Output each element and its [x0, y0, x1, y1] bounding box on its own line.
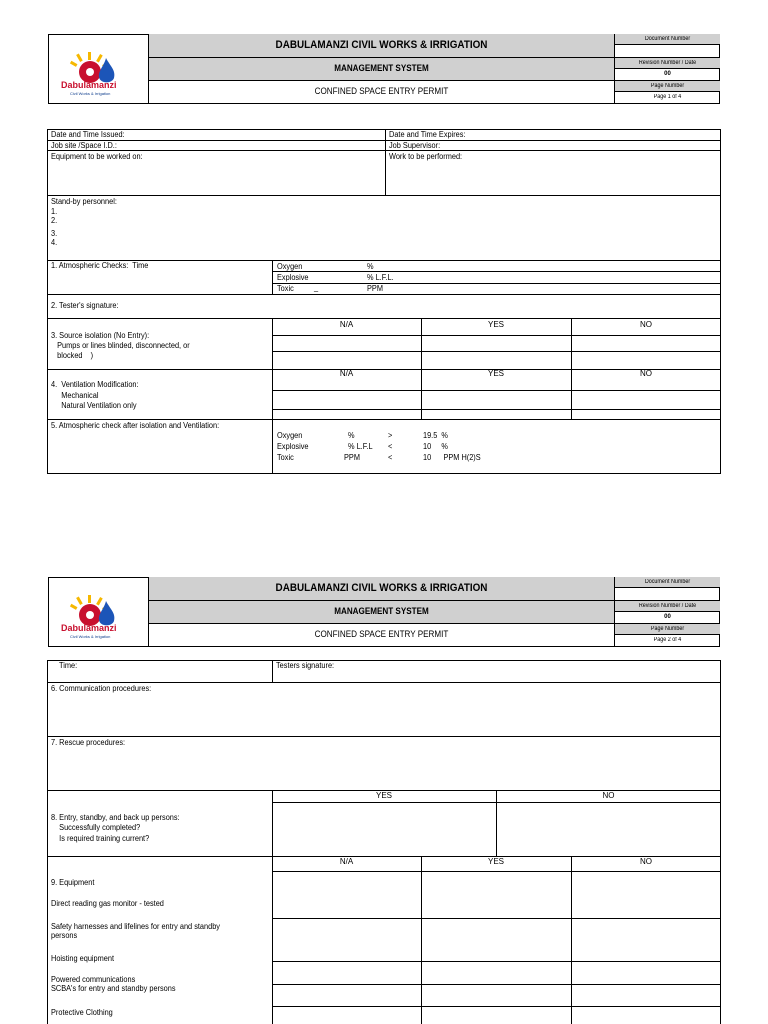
company-name-cell	[149, 34, 615, 58]
row-divider	[47, 195, 721, 196]
after-check-label: 5. Atmospheric check after isolation and Ventilation:	[51, 421, 220, 430]
toxic-label: Toxic	[277, 284, 294, 293]
equipment-item: Protective Clothing	[51, 1008, 113, 1017]
row-divider	[272, 918, 721, 919]
logo-name: Dabulamanzi	[61, 80, 117, 90]
col-divider	[272, 856, 273, 1024]
row-divider	[272, 871, 721, 872]
yes-header: YES	[375, 791, 392, 800]
after-toxic-unit: PPM	[344, 453, 360, 462]
ventilation-line: 4. Ventilation Modification:	[51, 380, 139, 389]
oxygen-label: Oxygen	[277, 262, 303, 271]
after-oxygen-unit: %	[348, 431, 355, 440]
na-header: N/A	[339, 320, 354, 329]
testers-signature-label: Testers signature:	[276, 661, 335, 670]
logo-tagline: Civil Works & Irrigation	[70, 91, 111, 96]
col-divider	[272, 660, 273, 682]
doc-number-label-cell	[615, 34, 720, 45]
row-divider	[272, 283, 721, 284]
after-toxic-limit: 10 PPM H(2)S	[423, 453, 481, 462]
revision-value-cell	[615, 612, 720, 624]
rescue-label: 7. Rescue procedures:	[51, 738, 126, 747]
date-issued-label: Date and Time Issued:	[51, 130, 125, 139]
na-header: N/A	[339, 857, 354, 866]
yes-header: YES	[487, 369, 504, 378]
row-divider	[47, 419, 721, 420]
page-number-value-cell	[615, 92, 720, 104]
source-isolation-line: Pumps or lines blinded, disconnected, or	[51, 341, 190, 350]
after-explosive-unit: % L.F.L	[348, 442, 373, 451]
company-name: DABULAMANZI CIVIL WORKS & IRRIGATION	[275, 582, 488, 594]
after-oxygen-op: >	[388, 431, 393, 440]
no-header: NO	[640, 320, 652, 329]
communication-label: 6. Communication procedures:	[51, 684, 152, 693]
entry-standby-line: 8. Entry, standby, and back up persons:	[51, 813, 180, 822]
revision-label-cell	[615, 58, 720, 69]
row-divider	[272, 1006, 721, 1007]
no-header: NO	[640, 369, 652, 378]
permit-title-cell	[149, 81, 615, 104]
row-divider	[272, 271, 721, 272]
system-cell	[149, 58, 615, 81]
source-isolation-line: blocked )	[51, 351, 94, 360]
company-name: DABULAMANZI CIVIL WORKS & IRRIGATION	[275, 39, 488, 51]
entry-standby-line: Successfully completed?	[51, 823, 141, 832]
row-divider	[272, 961, 721, 962]
page-number-value: Page 1 of 4	[653, 94, 682, 100]
col-divider	[421, 856, 422, 1024]
equipment-heading: 9. Equipment	[51, 878, 95, 887]
standby-label: Stand-by personnel:	[51, 197, 117, 206]
atmos-checks-label: 1. Atmospheric Checks: Time	[51, 261, 149, 270]
row-divider	[47, 682, 721, 683]
logo-cell	[48, 577, 149, 647]
management-system-title: MANAGEMENT SYSTEM	[334, 63, 429, 73]
row-divider	[272, 984, 721, 985]
standby-item: 4.	[51, 238, 58, 247]
logo-name: Dabulamanzi	[61, 623, 117, 633]
revision-value: 00	[664, 71, 671, 77]
after-oxygen-limit: 19.5 %	[423, 431, 448, 440]
doc-number-value-cell	[615, 45, 720, 58]
row-divider	[47, 318, 721, 319]
time-label: Time:	[59, 661, 78, 670]
equipment-label: Equipment to be worked on:	[51, 152, 143, 161]
company-name-cell	[149, 577, 615, 601]
revision-label-cell	[615, 601, 720, 612]
yes-header: YES	[487, 857, 504, 866]
page-number-value: Page 2 of 4	[653, 637, 682, 643]
col-divider	[385, 129, 386, 195]
toxic-blank: _	[314, 283, 319, 292]
permit-title: CONFINED SPACE ENTRY PERMIT	[314, 86, 449, 96]
job-supervisor-label: Job Supervisor:	[389, 141, 441, 150]
source-isolation-line: 3. Source isolation (No Entry):	[51, 331, 150, 340]
doc-number-label: Document Number	[644, 36, 691, 42]
explosive-unit: % L.F.L.	[367, 273, 394, 282]
equipment-item: Hoisting equipment	[51, 954, 115, 963]
yes-header: YES	[487, 320, 504, 329]
row-divider	[272, 409, 721, 410]
no-header: NO	[602, 791, 615, 800]
row-divider	[47, 150, 721, 151]
entry-standby-line: Is required training current?	[51, 834, 150, 843]
explosive-label: Explosive	[277, 273, 309, 282]
tester-signature-label: 2. Tester's signature:	[51, 301, 119, 310]
after-toxic: Toxic	[277, 453, 294, 462]
page-number-label: Page Number	[650, 626, 685, 632]
date-expires-label: Date and Time Expires:	[389, 130, 466, 139]
after-explosive: Explosive	[277, 442, 309, 451]
ventilation-line: Mechanical	[51, 391, 99, 400]
equipment-item: Powered communications SCBA's for entry and standby persons	[51, 975, 176, 993]
row-divider	[47, 736, 721, 737]
system-cell	[149, 601, 615, 624]
page-number-value-cell	[615, 635, 720, 647]
ventilation-line: Natural Ventilation only	[51, 401, 137, 410]
page-number-label-cell	[615, 81, 720, 92]
work-label: Work to be performed:	[389, 152, 463, 161]
doc-number-value-cell	[615, 588, 720, 601]
toxic-unit: PPM	[367, 284, 383, 293]
oxygen-unit: %	[367, 262, 374, 271]
management-system-title: MANAGEMENT SYSTEM	[334, 606, 429, 616]
after-oxygen: Oxygen	[277, 431, 303, 440]
page-number-label-cell	[615, 624, 720, 635]
row-divider	[272, 335, 721, 336]
col-divider	[571, 856, 572, 1024]
standby-item: 2.	[51, 216, 58, 225]
after-explosive-limit: 10 %	[423, 442, 448, 451]
doc-number-label-cell	[615, 577, 720, 588]
after-explosive-op: <	[388, 442, 393, 451]
permit-title-cell	[149, 624, 615, 647]
revision-value-cell	[615, 69, 720, 81]
permit-title: CONFINED SPACE ENTRY PERMIT	[314, 629, 449, 639]
revision-value: 00	[664, 614, 671, 620]
page-number-label: Page Number	[650, 83, 685, 89]
standby-item: 3.	[51, 229, 58, 238]
revision-label: Revision Number / Date	[638, 60, 697, 66]
doc-number-label: Document Number	[644, 579, 691, 585]
equipment-item: Safety harnesses and lifelines for entry and standby persons	[51, 922, 220, 940]
no-header: NO	[640, 857, 652, 866]
row-divider	[272, 390, 721, 391]
logo-tagline: Civil Works & Irrigation	[70, 634, 111, 639]
na-header: N/A	[339, 369, 354, 378]
col-divider	[272, 419, 273, 474]
revision-label: Revision Number / Date	[638, 603, 697, 609]
standby-item: 1.	[51, 207, 58, 216]
row-divider	[272, 351, 721, 352]
job-site-label: Job site /Space I.D.:	[51, 141, 117, 150]
row-divider	[47, 140, 721, 141]
row-divider	[47, 294, 721, 295]
after-toxic-op: <	[388, 453, 393, 462]
equipment-item: Direct reading gas monitor - tested	[51, 899, 164, 908]
col-divider	[272, 260, 273, 294]
logo-cell	[48, 34, 149, 104]
